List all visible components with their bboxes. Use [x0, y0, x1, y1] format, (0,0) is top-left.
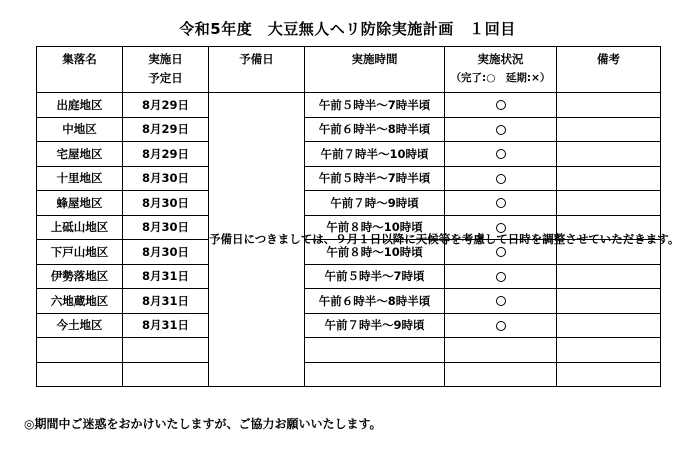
status-cell: [445, 142, 557, 167]
date-cell: 8月30日: [123, 240, 209, 265]
notes-cell: [557, 313, 661, 338]
header-time: 実施時間: [305, 47, 445, 93]
area-cell: [37, 338, 123, 363]
status-cell: [445, 93, 557, 118]
notes-cell: [557, 362, 661, 387]
completed-circle-icon: [496, 125, 506, 135]
date-cell: [123, 338, 209, 363]
area-cell: 伊勢落地区: [37, 264, 123, 289]
status-cell: [445, 289, 557, 314]
completed-circle-icon: [496, 149, 506, 159]
notes-cell: [557, 191, 661, 216]
notes-cell: [557, 289, 661, 314]
date-cell: 8月31日: [123, 289, 209, 314]
date-cell: 8月31日: [123, 313, 209, 338]
area-cell: 蜂屋地区: [37, 191, 123, 216]
reserve-note-cell: 予備日につきましては、９月１日以降に天候等を考慮して日時を調整させていただきます。: [209, 93, 305, 387]
notes-cell: [557, 142, 661, 167]
area-cell: 宅屋地区: [37, 142, 123, 167]
completed-circle-icon: [496, 223, 506, 233]
area-cell: 十里地区: [37, 166, 123, 191]
time-cell: 午前６時半～8時半頃: [305, 117, 445, 142]
completed-circle-icon: [496, 296, 506, 306]
area-cell: 出庭地区: [37, 93, 123, 118]
time-cell: 午前７時半～9時頃: [305, 313, 445, 338]
date-cell: 8月30日: [123, 166, 209, 191]
completed-circle-icon: [496, 100, 506, 110]
date-cell: 8月30日: [123, 191, 209, 216]
notes-cell: [557, 93, 661, 118]
table-row: [37, 117, 661, 142]
status-cell: [445, 117, 557, 142]
completed-circle-icon: [496, 174, 506, 184]
table-row: [37, 362, 661, 387]
time-cell: 午前７時～9時頃: [305, 191, 445, 216]
status-cell: [445, 313, 557, 338]
header-reserve: 予備日: [209, 47, 305, 93]
completed-circle-icon: [496, 321, 506, 331]
time-cell: [305, 362, 445, 387]
table-row: [37, 338, 661, 363]
table-row: [37, 166, 661, 191]
date-cell: 8月29日: [123, 93, 209, 118]
page-title: 令和5年度 大豆無人ヘリ防除実施計画 １回目: [179, 20, 516, 38]
status-cell: [445, 338, 557, 363]
area-cell: 中地区: [37, 117, 123, 142]
date-cell: 8月31日: [123, 264, 209, 289]
status-cell: [445, 191, 557, 216]
header-status: 実施状況 （完了:○ 延期:×）: [445, 47, 557, 93]
table-row: [37, 313, 661, 338]
date-cell: 8月30日: [123, 215, 209, 240]
completed-circle-icon: [496, 198, 506, 208]
notes-cell: [557, 117, 661, 142]
table-row: [37, 93, 661, 118]
time-cell: 午前７時半～10時頃: [305, 142, 445, 167]
status-cell: [445, 362, 557, 387]
notes-cell: [557, 264, 661, 289]
table-row: [37, 289, 661, 314]
area-cell: 上砥山地区: [37, 215, 123, 240]
table-row: [37, 142, 661, 167]
time-cell: [305, 338, 445, 363]
completed-circle-icon: [496, 272, 506, 282]
time-cell: 午前６時半～8時半頃: [305, 289, 445, 314]
header-row: [37, 47, 661, 93]
time-cell: 午前８時～10時頃: [305, 240, 445, 265]
footer-note: ◎期間中ご迷惑をおかけいたしますが、ご協力お願いいたします。: [24, 417, 382, 431]
completed-circle-icon: [496, 247, 506, 257]
area-cell: 六地蔵地区: [37, 289, 123, 314]
table-row: [37, 191, 661, 216]
area-cell: 下戸山地区: [37, 240, 123, 265]
time-cell: 午前５時半～7時頃: [305, 264, 445, 289]
header-notes: 備考: [557, 47, 661, 93]
table-row: [37, 264, 661, 289]
time-cell: 午前８時～10時頃: [305, 215, 445, 240]
notes-cell: [557, 338, 661, 363]
date-cell: 8月29日: [123, 142, 209, 167]
time-cell: 午前５時半～7時半頃: [305, 93, 445, 118]
notes-cell: [557, 166, 661, 191]
area-cell: 今土地区: [37, 313, 123, 338]
status-cell: [445, 264, 557, 289]
header-date: 実施日 予定日: [123, 47, 209, 93]
schedule-table: [36, 46, 680, 387]
date-cell: 8月29日: [123, 117, 209, 142]
date-cell: [123, 362, 209, 387]
status-cell: [445, 166, 557, 191]
header-area: 集落名: [37, 47, 123, 93]
time-cell: 午前５時半～7時半頃: [305, 166, 445, 191]
area-cell: [37, 362, 123, 387]
